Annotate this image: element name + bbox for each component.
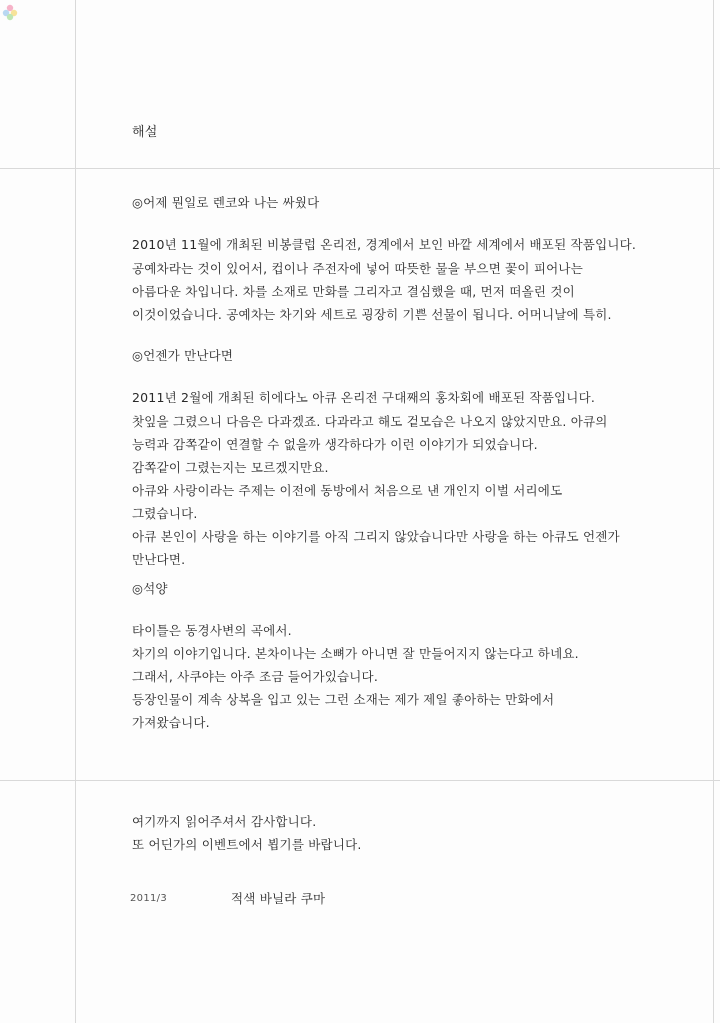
paragraph-line: 아름다운 차입니다. 차를 소재로 만화를 그리자고 결심했을 때, 먼저 떠올린 것이 bbox=[132, 284, 575, 299]
paragraph-line: 그렸습니다. bbox=[132, 506, 198, 521]
paragraph-line: 2010년 11월에 개최된 비봉클럽 온리전, 경계에서 보인 바깥 세계에서 배포된 작품입니다. bbox=[132, 237, 637, 252]
guide-line-bottom bbox=[0, 780, 720, 781]
paragraph-line: 찻잎을 그렸으니 다음은 다과겠죠. 다과라고 해도 겉모습은 나오지 않았지만요. 아큐의 bbox=[132, 414, 608, 429]
paragraph-line: 감쪽같이 그렸는지는 모르겠지만요. bbox=[132, 460, 329, 475]
paragraph-line: 가져왔습니다. bbox=[132, 715, 210, 730]
page-heading: 해설 bbox=[132, 125, 158, 140]
section-title: ◎언젠가 만난다면 bbox=[132, 348, 234, 363]
margin-line-left bbox=[75, 0, 76, 1023]
paragraph-line: 2011년 2월에 개최된 히에다노 아큐 온리전 구대째의 홍차회에 배포된 작품입니다. bbox=[132, 390, 596, 405]
paragraph-line: 만난다면. bbox=[132, 552, 186, 567]
paragraph-line: 아큐와 사랑이라는 주제는 이전에 동방에서 처음으로 낸 개인지 이벌 서리에도 bbox=[132, 483, 563, 498]
section-title: ◎석양 bbox=[132, 581, 168, 596]
guide-line-top bbox=[0, 168, 720, 169]
closing-line: 여기까지 읽어주셔서 감사합니다. bbox=[132, 814, 317, 829]
paragraph-line: 아큐 본인이 사랑을 하는 이야기를 아직 그리지 않았습니다만 사랑을 하는 아큐도 언젠가 bbox=[132, 529, 620, 544]
paragraph-line: 차기의 이야기입니다. 본차이나는 소뼈가 아니면 잘 만들어지지 않는다고 하네요. bbox=[132, 646, 579, 661]
margin-line-right bbox=[713, 0, 714, 1023]
paragraph-line: 타이틀은 동경사변의 곡에서. bbox=[132, 623, 292, 638]
closing-line: 또 어딘가의 이벤트에서 뵙기를 바랍니다. bbox=[132, 837, 362, 852]
section-title: ◎어제 뭔일로 렌코와 나는 싸웠다 bbox=[132, 195, 320, 210]
clover-logo-icon bbox=[2, 3, 18, 23]
paragraph-line: 그래서, 사쿠야는 아주 조금 들어가있습니다. bbox=[132, 669, 378, 684]
paragraph-line: 이것이었습니다. 공예차는 차기와 세트로 굉장히 기쁜 선물이 됩니다. 어머니날에 특히. bbox=[132, 307, 612, 322]
paragraph-line: 공예차라는 것이 있어서, 컵이나 주전자에 넣어 따뜻한 물을 부으면 꽃이 피어나는 bbox=[132, 261, 583, 276]
date-label: 2011/3 bbox=[130, 893, 167, 904]
paragraph-line: 능력과 감쪽같이 연결할 수 없을까 생각하다가 이런 이야기가 되었습니다. bbox=[132, 437, 538, 452]
author-signature: 적색 바닐라 쿠마 bbox=[231, 891, 326, 906]
paragraph-line: 등장인물이 계속 상복을 입고 있는 그런 소재는 제가 제일 좋아하는 만화에서 bbox=[132, 692, 555, 707]
